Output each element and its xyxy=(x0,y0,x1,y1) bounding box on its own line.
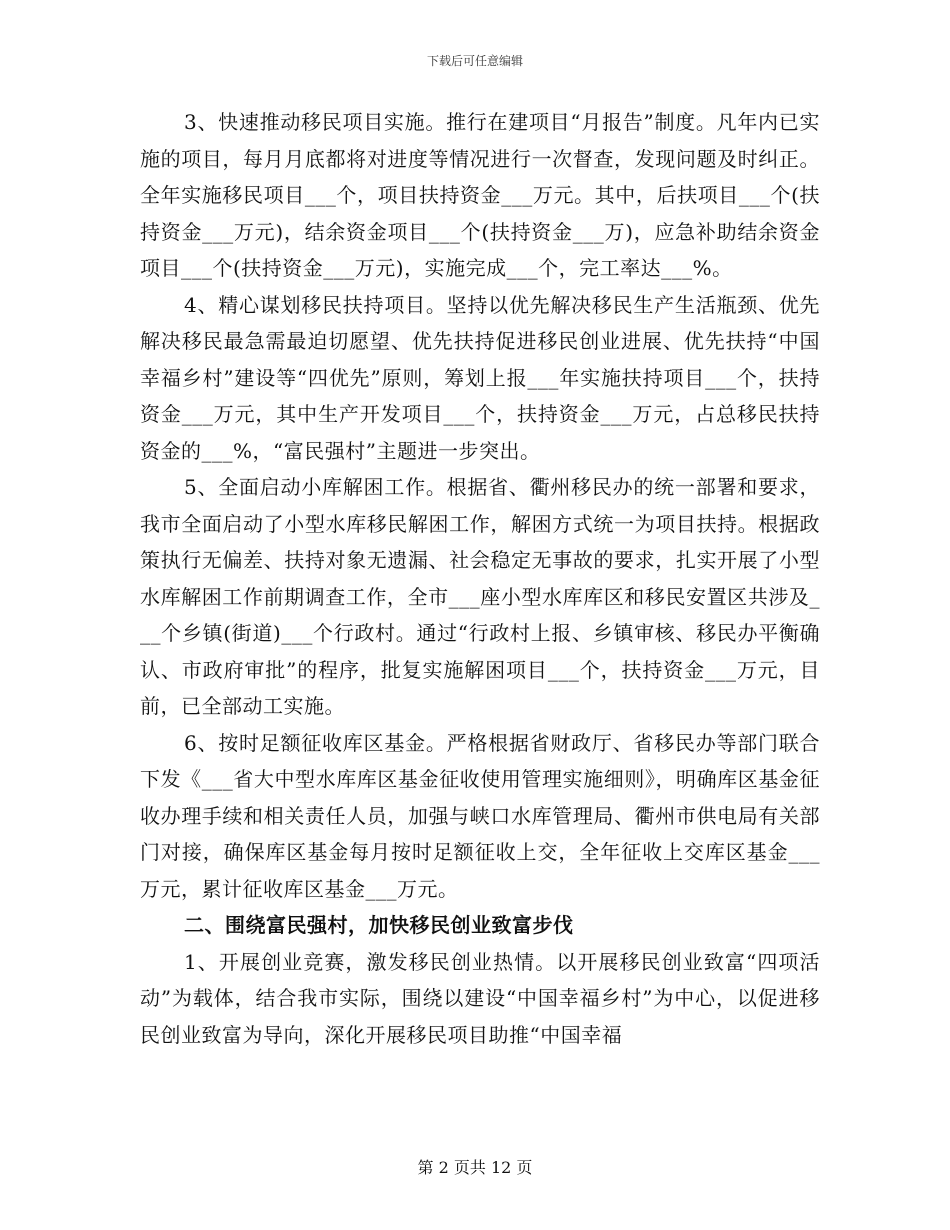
page-number-footer: 第 2 页共 12 页 xyxy=(417,1158,533,1177)
paragraph-project-implementation: 3、快速推动移民项目实施。推行在建项目“月报告”制度。凡年内已实施的项目，每月月底都将对进度等情况进行一次督查，发现问题及时纠正。全年实施移民项目___个，项目扶持资金___万元。其中，后扶项目___个(扶持资金___万元)，结余资金项目___个(扶持资金___万)，应急补助结余资金项目___个(扶持资金___万元)，实施完成___个，完工率达___%。 xyxy=(140,110,820,280)
paragraph-entrepreneurship-contest: 1、开展创业竞赛，激发移民创业热情。以开展移民创业致富“四项活动”为载体，结合我市实际，围绕以建设“中国幸福乡村”为中心，以促进移民创业致富为导向，深化开展移民项目助推“中国幸福 xyxy=(140,949,820,1047)
page-header: 下载后可任意编辑 xyxy=(426,54,523,68)
paragraph-reservoir-fund: 6、按时足额征收库区基金。严格根据省财政厅、省移民办等部门联合下发《___省大中型水库库区基金征收使用管理实施细则》，明确库区基金征收办理手续和相关责任人员，加强与峡口水库管理局、衢州市供电局有关部门对接，确保库区基金每月按时足额征收上交，全年征收上交库区基金___万元，累计征收库区基金___万元。 xyxy=(140,730,820,901)
paragraph-project-planning: 4、精心谋划移民扶持项目。坚持以优先解决移民生产生活瓶颈、优先解决移民最急需最迫切愿望、优先扶持促进移民创业进展、优先扶持“中国幸福乡村”建设等“四优先”原则，筹划上报___年实施扶持项目___个，扶持资金___万元，其中生产开发项目___个，扶持资金___万元，占总移民扶持资金的___%，“富民强村”主题进一步突出。 xyxy=(140,292,820,463)
document-body xyxy=(140,104,820,1053)
paragraph-small-reservoir-relief: 5、全面启动小库解困工作。根据省、衢州移民办的统一部署和要求，我市全面启动了小型水库移民解困工作，解困方式统一为项目扶持。根据政策执行无偏差、扶持对象无遗漏、社会稳定无事故的要求，扎实开展了小型水库解困工作前期调查工作，全市___座小型水库库区和移民安置区共涉及___个乡镇(街道)___个行政村。通过“行政村上报、乡镇审核、移民办平衡确认、市政府审批”的程序，批复实施解困项目___个，扶持资金___万元，目前，已全部动工实施。 xyxy=(140,475,820,718)
section-heading: 二、围绕富民强村，加快移民创业致富步伐 xyxy=(184,913,574,937)
